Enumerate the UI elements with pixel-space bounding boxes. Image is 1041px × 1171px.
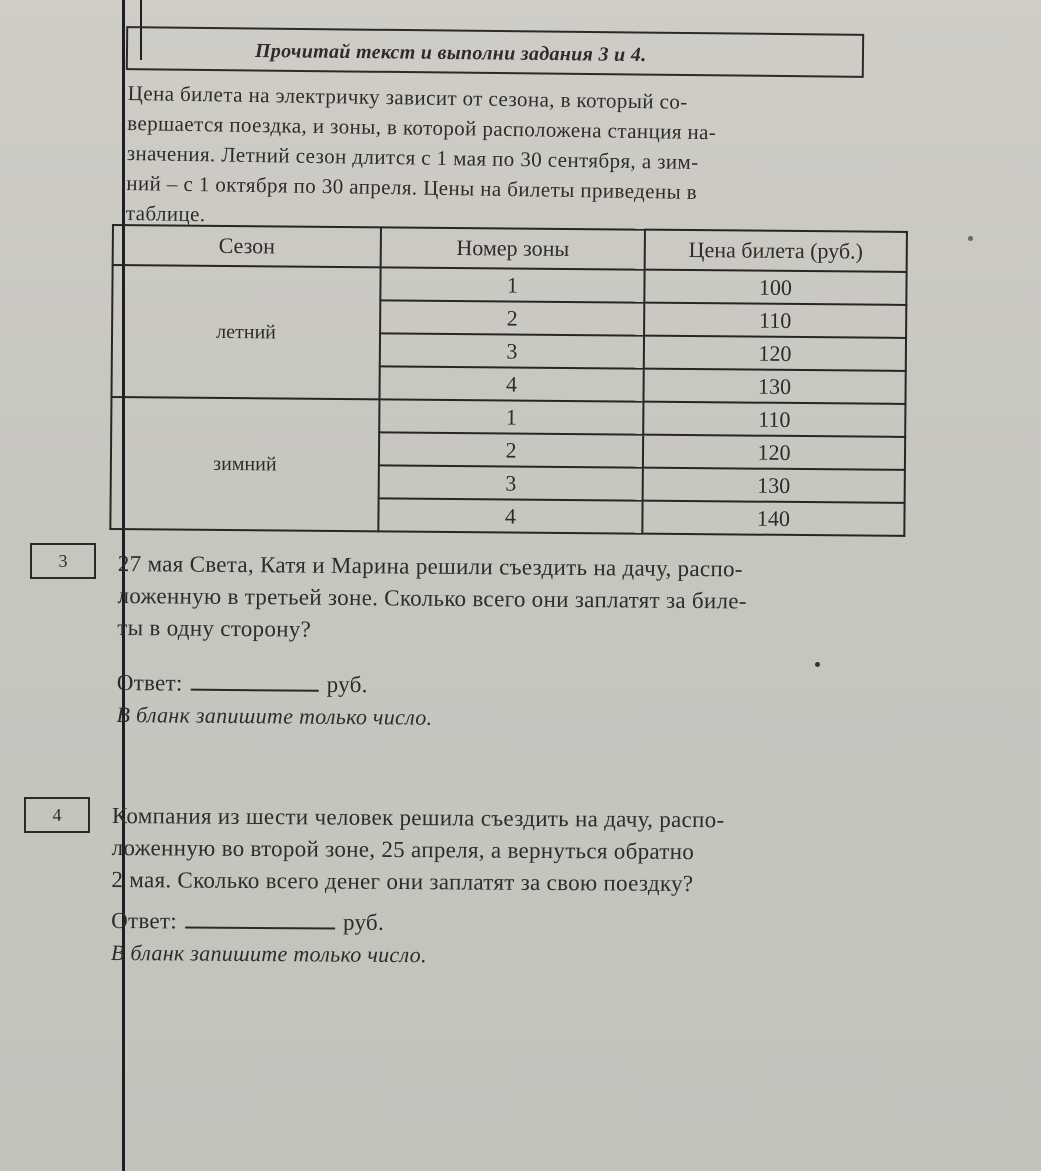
- table-row: [111, 397, 905, 437]
- intro-line: ний – с 1 октября по 30 апреля. Цены на билеты приведены в: [126, 170, 698, 204]
- answer-label: Ответ:: [111, 907, 178, 934]
- answer-blank[interactable]: [191, 667, 319, 692]
- season-summer: летний: [111, 265, 380, 399]
- intro-line: таблице.: [125, 200, 206, 227]
- ink-dot: [815, 662, 820, 667]
- question-line: ложенную во второй зоне, 25 апреля, а вернуться обратно: [111, 834, 695, 865]
- price-cell: 120: [643, 435, 905, 470]
- intro-text: [126, 78, 888, 240]
- price-cell: 110: [644, 303, 906, 338]
- question-line: 27 мая Света, Катя и Марина решили съездить на дачу, распо-: [117, 550, 743, 582]
- question-3: [116, 548, 906, 738]
- question-line: ложенную в третьей зоне. Сколько всего они заплатят за биле-: [117, 582, 747, 614]
- intro-line: значения. Летний сезон длится с 1 мая по 30 сентября, а зим-: [126, 140, 699, 174]
- price-cell: 140: [642, 501, 904, 536]
- price-cell: 130: [643, 468, 905, 503]
- answer-label: Ответ:: [116, 669, 183, 696]
- question-line: 2 мая. Сколько всего денег они заплатят за свою поездку?: [111, 866, 694, 897]
- price-cell: 110: [643, 402, 905, 437]
- zone-cell: 4: [379, 366, 643, 401]
- header-zone: Номер зоны: [381, 227, 645, 269]
- question-line: Компания из шести человек решила съездить на дачу, распо-: [111, 802, 725, 833]
- question-number-box: 4: [24, 797, 90, 833]
- season-winter: зимний: [110, 397, 379, 531]
- ink-dot: [968, 236, 973, 241]
- table-header-row: [113, 225, 907, 272]
- answer-hint: В бланк запишите только число.: [116, 701, 433, 730]
- question-line: ты в одну сторону?: [117, 614, 312, 642]
- zone-cell: 3: [380, 333, 644, 368]
- question-4: [111, 800, 912, 975]
- answer-line: [111, 904, 911, 943]
- price-table: [109, 224, 908, 537]
- zone-cell: 1: [380, 267, 644, 302]
- table-row: [112, 265, 906, 305]
- zone-cell: 2: [379, 432, 643, 467]
- answer-blank[interactable]: [185, 905, 335, 930]
- header-price: Цена билета (руб.): [645, 230, 907, 272]
- header-season: Сезон: [113, 225, 381, 267]
- zone-cell: 1: [379, 399, 643, 434]
- intro-line: Цена билета на электричку зависит от сезона, в который со-: [127, 80, 688, 114]
- question-number-box: 3: [30, 543, 96, 579]
- intro-line: вершается поездка, и зоны, в которой расположена станция на-: [127, 110, 717, 145]
- header-title: Прочитай текст и выполни задания 3 и 4.: [254, 39, 647, 67]
- price-cell: 100: [644, 270, 906, 305]
- answer-hint: В бланк запишите только число.: [110, 939, 427, 968]
- answer-unit: руб.: [342, 909, 385, 935]
- price-cell: 120: [644, 336, 906, 371]
- zone-cell: 2: [380, 300, 644, 335]
- price-cell: 130: [643, 369, 905, 404]
- zone-cell: 3: [379, 465, 643, 500]
- zone-cell: 4: [378, 498, 642, 533]
- answer-unit: руб.: [326, 671, 368, 698]
